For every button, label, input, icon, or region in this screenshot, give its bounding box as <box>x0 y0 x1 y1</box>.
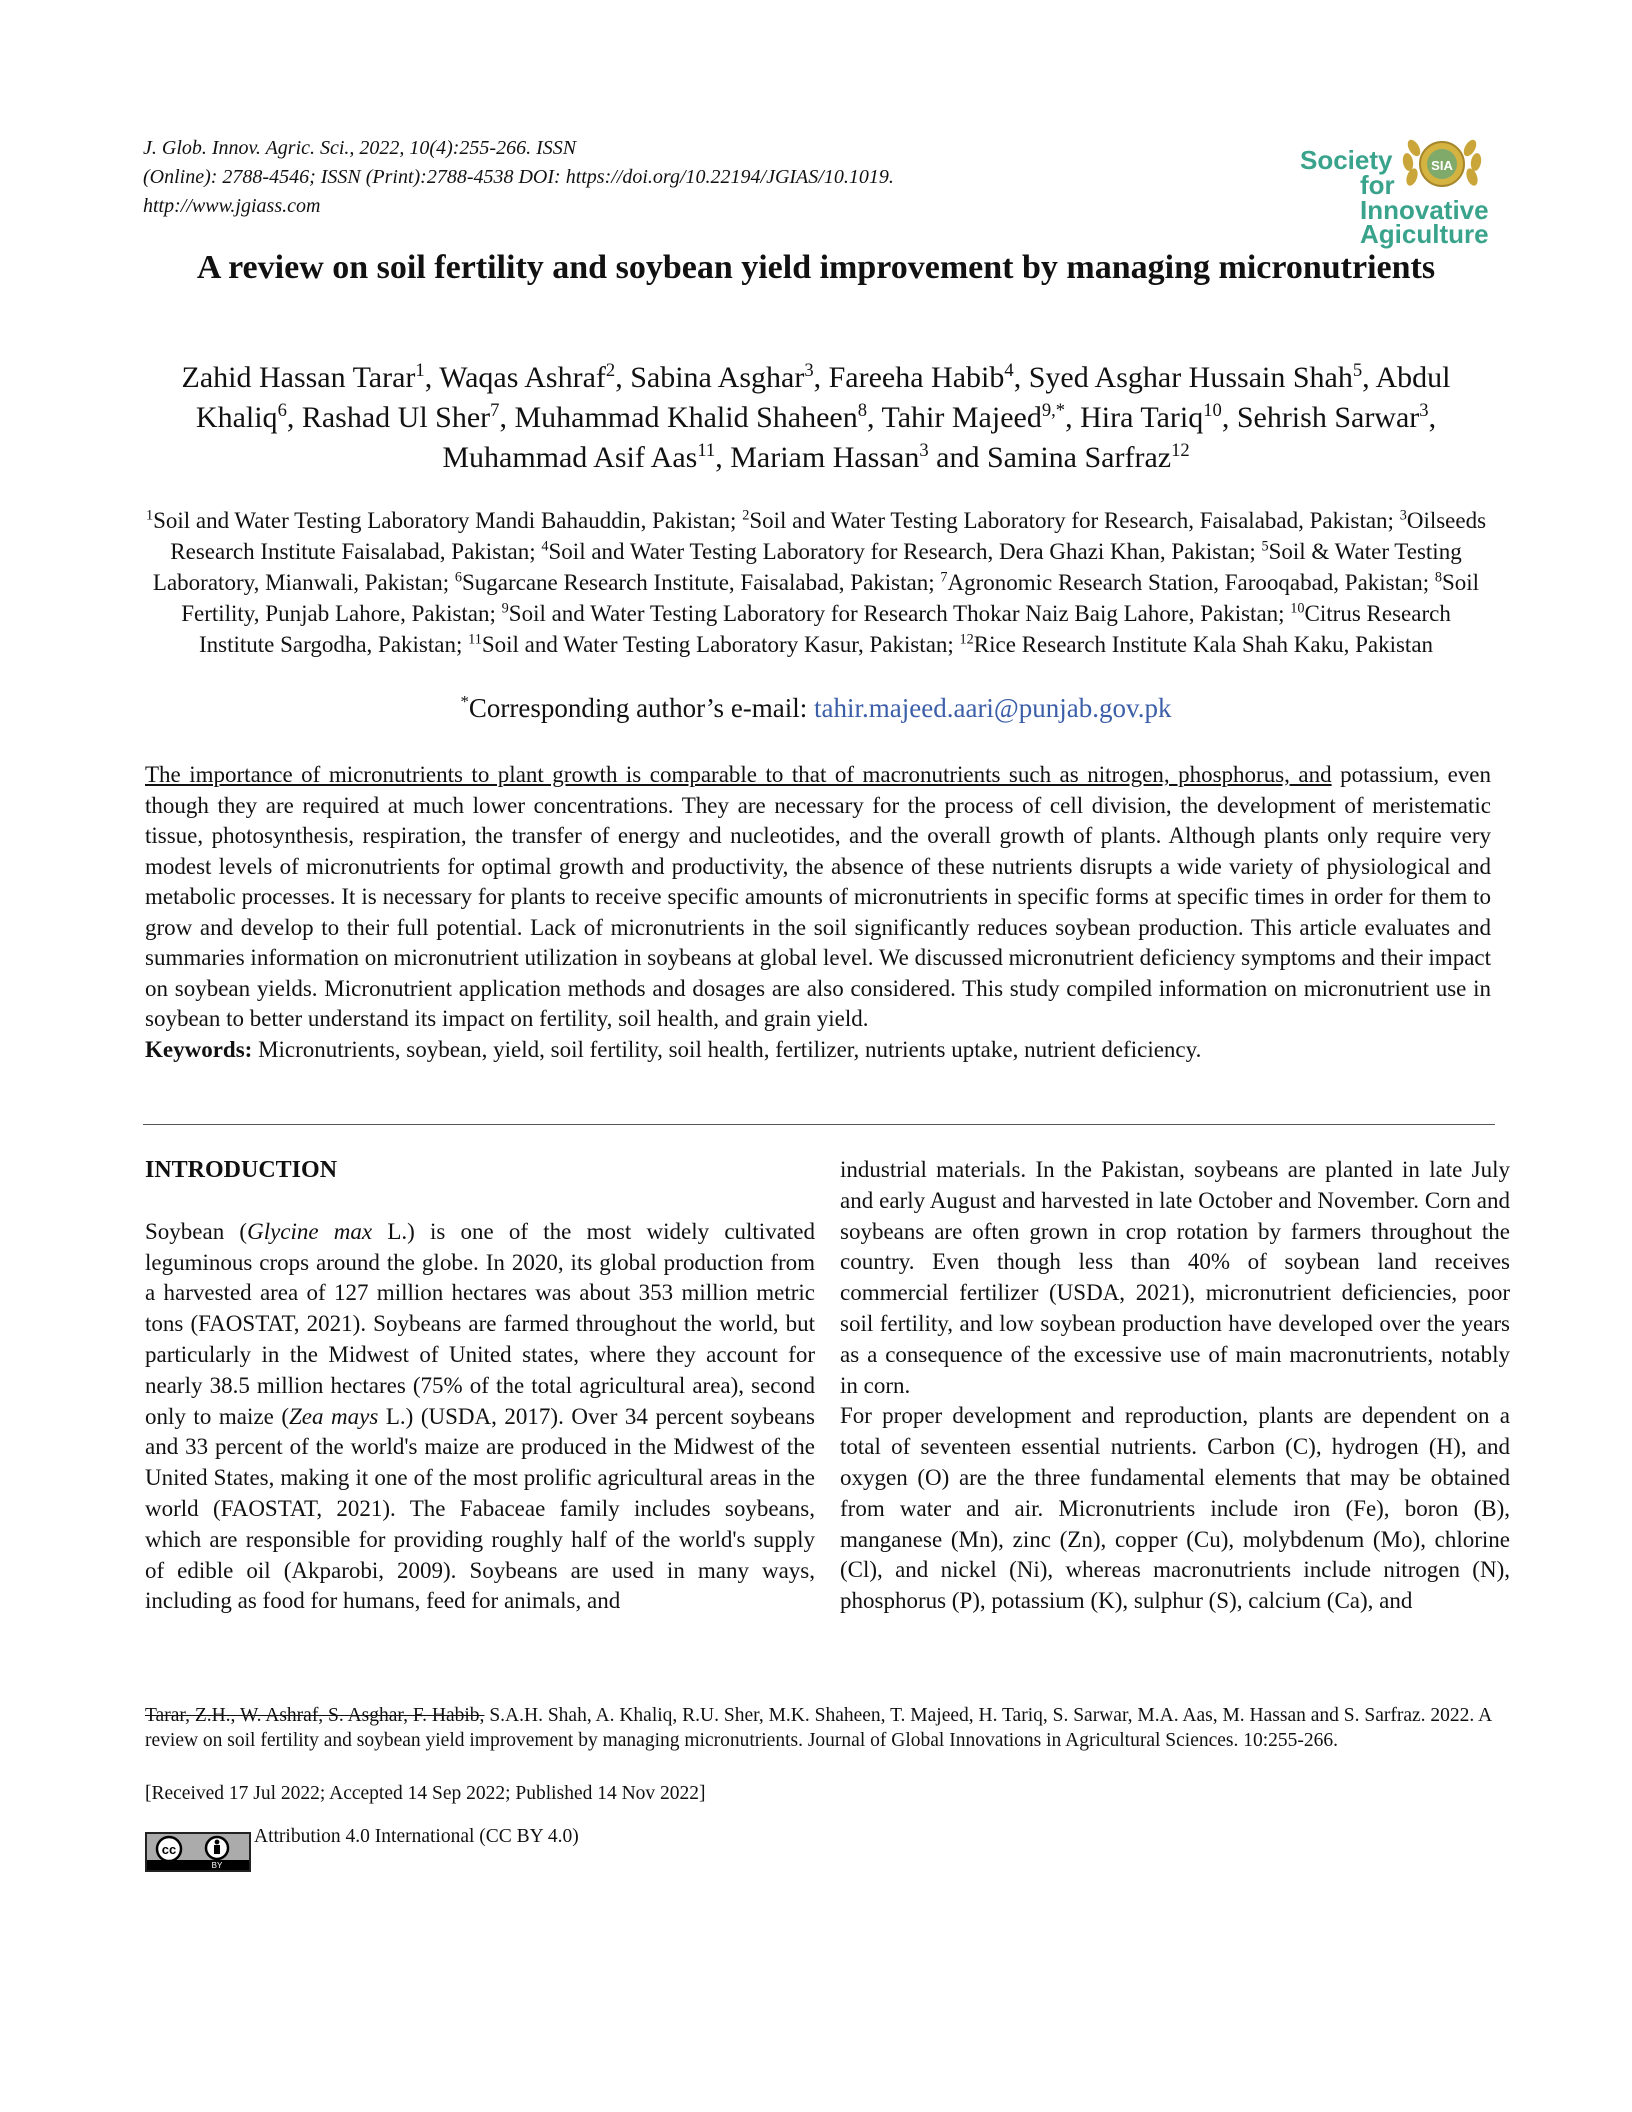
affiliation-number: 12 <box>959 631 974 648</box>
affiliation-text: Soil and Water Testing Laboratory Mandi Bahauddin, Pakistan; <box>153 508 743 533</box>
author-separator: , <box>867 401 882 434</box>
logo-text-for: for <box>1360 170 1395 200</box>
journal-header <box>143 134 1103 221</box>
author-separator: , <box>424 361 440 394</box>
citation-struck-authors: Tarar, Z.H., W. Ashraf, S. Asghar, F. Habib, <box>145 1705 485 1726</box>
paper-title: A review on soil fertility and soybean yield improvement by managing micronutrients <box>196 249 1436 286</box>
affiliations <box>143 505 1489 660</box>
citation-footer <box>145 1703 1505 1753</box>
author-separator: , <box>1428 401 1437 434</box>
abstract-body: potassium, even though they are required at much lower concentrations. They are necessary for the process of cell division, the development of meristematic tissue, photosynthesis, respiration, the transfer of energy and nucleotides, and the overall growth of plants. Although plants only require very modest levels of micronutrients for optimal growth and productivity, the absence of these nutrients disrupts a wide variety of physiological and metabolic processes. It is necessary for plants to receive specific amounts of micronutrients in specific forms at specific times in order for them to grow and develop to their full potential. Lack of micronutrients in the soil significantly reduces soybean production. This article evaluates and summaries information on micronutrient utilization in soybeans at global level. We discussed micronutrient deficiency symptoms and their impact on soybean yields. Micronutrient application methods and dosages are also considered. This study compiled information on micronutrient use in soybean to better understand its impact on fertility, soil health, and grain yield. <box>145 762 1492 1031</box>
citation-text: S.A.H. Shah, A. Khaliq, R.U. Sher, M.K. Shaheen, T. Majeed, H. Tariq, S. Sarwar, M.A. Aas, M. Hassan and S. Sarfraz. 2022. A review on soil fertility and soybean yield improvement by managing micronutrients. Journal of Global Innovations in Agricultural Sciences. 10:255-266. <box>145 1705 1492 1751</box>
author-separator: , <box>715 441 731 474</box>
affiliation-number: 2 <box>742 507 750 524</box>
affiliation-number: 8 <box>1434 569 1442 586</box>
abstract <box>145 760 1491 1065</box>
affiliation-text: Sugarcane Research Institute, Faisalabad, Pakistan; <box>461 570 941 595</box>
author-name: Zahid Hassan Tarar <box>181 361 416 394</box>
affiliation-number: 9 <box>501 600 509 617</box>
author-affiliation-mark: 3 <box>919 440 929 461</box>
author-separator: , <box>1013 361 1029 394</box>
author-affiliation-mark: 8 <box>857 400 868 421</box>
author-separator: , <box>1362 361 1376 394</box>
author-separator: , <box>1221 401 1237 434</box>
affiliation-number: 6 <box>454 569 462 586</box>
logo-text-innovative: Innovative <box>1360 195 1489 225</box>
affiliation-text: Soil Fertility, Punjab Lahore, Pakistan; <box>181 570 1480 626</box>
author-name: Sehrish Sarwar <box>1236 401 1420 434</box>
author-affiliation-mark: 10 <box>1203 400 1222 421</box>
intro-paragraph-3: For proper development and reproduction, plants are dependent on a total of seventeen essential nutrients. Carbon (C), hydrogen (H), and oxygen (O) are the three fundamental elements that may be obtained from water and air. Micronutrients include iron (Fe), boron (B), manganese (Mn), zinc (Zn), copper (Cu), molybdenum (Mo), chlorine (Cl), and nickel (Ni), whereas macronutrients include nitrogen (N), phosphorus (P), potassium (K), sulphur (S), calcium (Ca), and <box>840 1403 1510 1614</box>
author-affiliation-mark: 4 <box>1004 360 1014 381</box>
affiliation-text: Oilseeds Research Institute Faisalabad, Pakistan; <box>170 508 1487 564</box>
author-separator: , <box>813 361 829 394</box>
logo-text-society: Society <box>1300 145 1393 175</box>
author-name: Fareeha Habib <box>828 361 1005 394</box>
logo-text-agiculture: Agiculture <box>1360 219 1489 249</box>
affiliation-number: 7 <box>940 569 948 586</box>
scientific-name-glycine: Glycine max <box>247 1218 373 1244</box>
intro-text: L.) is one of the most widely cultivated leguminous crops around the globe. In 2020, its global production from a harvested area of 127 million hectares was about 353 million metric tons (FAOSTAT, 2021). Soybeans are farmed throughout the world, but particularly in the Midwest of United states, where they account for nearly 38.5 million hectares (75% of the total agricultural area), second only to maize ( <box>145 1218 816 1429</box>
affiliation-text: Soil and Water Testing Laboratory for Research, Dera Ghazi Khan, Pakistan; <box>548 539 1262 564</box>
affiliation-text: Soil and Water Testing Laboratory for Research Thokar Naiz Baig Lahore, Pakistan; <box>508 601 1291 626</box>
author-name: Samina Sarfraz <box>986 441 1172 474</box>
affiliation-number: 5 <box>1261 538 1269 555</box>
cc-by-icon <box>147 1834 249 1870</box>
intro-paragraph-2: industrial materials. In the Pakistan, soybeans are planted in late July and early August and harvested in late October and November. Corn and soybeans are often grown in crop rotation by farmers throughout the country. Even though less than 40% of soybean land receives commercial fertilizer (USDA, 2021), micronutrient deficiencies, poor soil fertility, and low soybean production have developed over the years as a consequence of the excessive use of main macronutrients, notably in corn. <box>840 1157 1510 1398</box>
author-name: Syed Asghar Hussain Shah <box>1028 361 1353 394</box>
cc-by-license-badge[interactable] <box>145 1832 251 1872</box>
affiliation-number: 11 <box>468 631 482 648</box>
cc-badge-text: cc <box>161 1842 177 1857</box>
author-name: Tahir Majeed <box>881 401 1042 434</box>
author-separator: , <box>1065 401 1081 434</box>
affiliation-text: Citrus Research Institute Sargodha, Pakistan; <box>198 601 1451 657</box>
author-name: Waqas Ashraf <box>439 361 606 394</box>
author-affiliation-mark: 6 <box>277 400 287 421</box>
affiliation-text: Soil and Water Testing Laboratory Kasur, Pakistan; <box>481 632 960 657</box>
affiliation-text: Agronomic Research Station, Farooqabad, Pakistan; <box>947 570 1435 595</box>
seal-text: SIA <box>1431 158 1453 173</box>
author-affiliation-mark: 3 <box>804 360 814 381</box>
author-separator: , <box>286 401 302 434</box>
author-separator: , <box>499 401 515 434</box>
affiliation-number: 10 <box>1290 600 1305 617</box>
scientific-name-zea: Zea mays <box>288 1403 379 1429</box>
affiliation-text: Soil & Water Testing Laboratory, Mianwali, Pakistan; <box>152 539 1462 595</box>
journal-url[interactable]: http://www.jgiass.com <box>143 195 321 217</box>
author-list <box>143 358 1489 478</box>
corresponding-email-link[interactable]: tahir.majeed.aari@punjab.gov.pk <box>814 693 1172 723</box>
intro-text: Soybean ( <box>145 1218 248 1244</box>
corresponding-label: Corresponding author’s e-mail: <box>468 693 815 723</box>
author-affiliation-mark: 7 <box>490 400 500 421</box>
keywords-label: Keywords: <box>145 1036 253 1062</box>
affiliation-text: Soil and Water Testing Laboratory for Research, Faisalabad, Pakistan; <box>749 508 1400 533</box>
intro-paragraph-1 <box>145 1217 815 1617</box>
journal-citation-line: J. Glob. Innov. Agric. Sci., 2022, 10(4):255-266. ISSN <box>143 137 577 159</box>
corresponding-star: * <box>460 692 469 711</box>
abstract-first-line: The importance of micronutrients to plant growth is comparable to that of macronutrients such as nitrogen, phosphorus, and <box>145 762 1332 787</box>
license-text[interactable]: Attribution 4.0 International (CC BY 4.0) <box>254 1826 579 1847</box>
affiliation-number: 3 <box>1399 507 1407 524</box>
laurel-seal-icon <box>1392 130 1492 200</box>
section-divider <box>143 1124 1495 1125</box>
affiliation-number: 1 <box>145 507 154 524</box>
author-affiliation-mark: 3 <box>1419 400 1429 421</box>
introduction-left-column <box>145 1155 815 1617</box>
author-affiliation-mark: 11 <box>697 440 716 461</box>
affiliation-text: Rice Research Institute Kala Shah Kaku, Pakistan <box>973 632 1434 657</box>
author-name: Muhammad Asif Aas <box>442 441 698 474</box>
author-name: Abdul Khaliq <box>195 361 1451 434</box>
author-name: Rashad Ul Sher <box>301 401 491 434</box>
author-affiliation-mark: 9,* <box>1041 400 1066 421</box>
author-name: Muhammad Khalid Shaheen <box>514 401 858 434</box>
keywords-text: Micronutrients, soybean, yield, soil fertility, soil health, fertilizer, nutrients uptake, nutrient deficiency. <box>252 1036 1202 1062</box>
author-name: Hira Tariq <box>1080 401 1204 434</box>
society-logo <box>1300 130 1500 250</box>
author-affiliation-mark: 12 <box>1171 440 1190 461</box>
by-badge-text: BY <box>211 1861 223 1870</box>
affiliation-number: 4 <box>541 538 549 555</box>
author-affiliation-mark: 2 <box>605 360 616 381</box>
introduction-heading: INTRODUCTION <box>145 1157 338 1183</box>
author-separator: and <box>928 441 987 474</box>
author-affiliation-mark: 1 <box>415 360 425 381</box>
publication-dates: [Received 17 Jul 2022; Accepted 14 Sep 2022; Published 14 Nov 2022] <box>145 1783 706 1804</box>
author-name: Mariam Hassan <box>730 441 920 474</box>
intro-text: L.) (USDA, 2017). Over 34 percent soybeans and 33 percent of the world's maize are produced in the Midwest of the United States, making it one of the most prolific agricultural areas in the world (FAOSTAT, 2021). The Fabaceae family includes soybeans, which are responsible for providing roughly half of the world's supply of edible oil (Akparobi, 2009). Soybeans are used in many ways, including as food for humans, feed for animals, and <box>145 1403 815 1614</box>
author-separator: , <box>615 361 631 394</box>
introduction-right-column <box>840 1155 1510 1617</box>
corresponding-author <box>143 691 1489 725</box>
journal-issn-doi-line: (Online): 2788-4546; ISSN (Print):2788-4538 DOI: https://doi.org/10.22194/JGIAS/10.1019. <box>143 166 894 188</box>
author-affiliation-mark: 5 <box>1352 360 1363 381</box>
author-name: Sabina Asghar <box>630 361 805 394</box>
